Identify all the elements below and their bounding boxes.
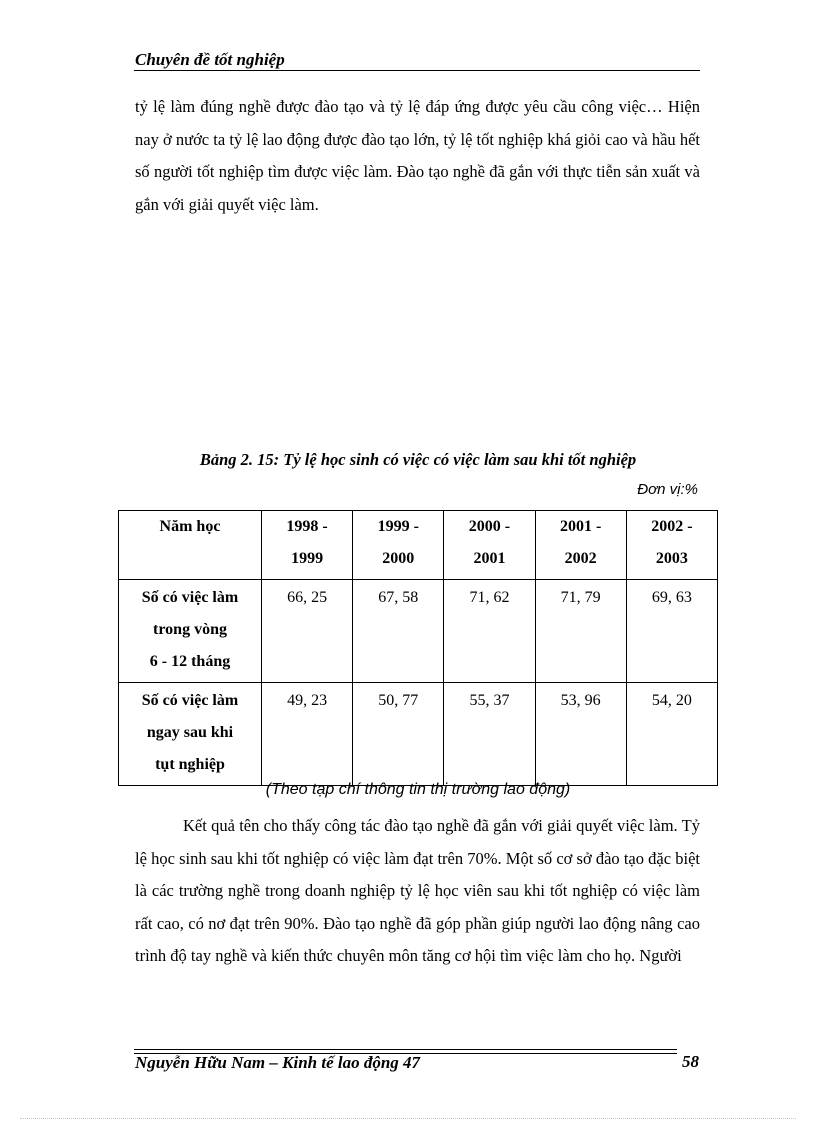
intro-paragraph: tỷ lệ làm đúng nghề được đào tạo và tỷ lệ đáp ứng được yêu cầu công việc… Hiện nay ở nước ta tỷ lệ lao động được đào tạo lớn, tỷ lệ tốt nghiệp khá giỏi cao và hầu hết số người tốt nghiệp tìm được việc làm. Đào tạo nghề đã gắn với thực tiễn sản xuất và gắn với giải quyết việc làm.	[135, 97, 700, 214]
closing-paragraph: Kết quả tên cho thấy công tác đào tạo nghề đã gắn với giải quyết việc làm. Tỷ lệ học sinh sau khi tốt nghiệp có việc làm đạt trên 70%. Một số cơ sở đào tạo đặc biệt là các trường nghề trong doanh nghiệp tỷ lệ học viên sau khi tốt nghiệp có việc làm rất cao, có nơ đạt trên 90%. Đào tạo nghề đã góp phần giúp người lao động nâng cao trình độ tay nghề và kiến thức chuyên môn tăng cơ hội tìm việc làm cho họ. Người	[135, 816, 700, 966]
table-header-row	[119, 511, 718, 580]
table-cell: 69, 63	[626, 580, 717, 683]
table-source-note: (Theo tạp chí thông tin thị trường lao động)	[265, 781, 571, 798]
unit-label: Đơn vị:%	[637, 481, 698, 498]
table-cell: 71, 79	[535, 580, 626, 683]
header-rule	[134, 70, 700, 71]
page-number: 58	[682, 1052, 699, 1071]
row-label: Số có việc làm trong vòng 6 - 12 tháng	[119, 580, 262, 683]
table-row	[119, 580, 718, 683]
table-cell: 53, 96	[535, 683, 626, 786]
header-title: Chuyên đề tốt nghiệp	[135, 50, 285, 69]
header-cell-year: 1999 - 2000	[353, 511, 444, 580]
table-cell: 67, 58	[353, 580, 444, 683]
table-cell: 71, 62	[444, 580, 535, 683]
table-cell: 54, 20	[626, 683, 717, 786]
table-row	[119, 683, 718, 786]
row-label: Số có việc làm ngay sau khi tụt nghiệp	[119, 683, 262, 786]
table-cell: 66, 25	[262, 580, 353, 683]
table-cell: 50, 77	[353, 683, 444, 786]
table-cell: 49, 23	[262, 683, 353, 786]
table-caption: Bảng 2. 15: Tỷ lệ học sinh có việc có việc làm sau khi tốt nghiệp	[199, 450, 637, 469]
footer-author: Nguyễn Hữu Nam – Kinh tế lao động 47	[135, 1053, 421, 1072]
header-cell-year: 1998 - 1999	[262, 511, 353, 580]
employment-rate-table	[118, 510, 718, 786]
table-cell: 55, 37	[444, 683, 535, 786]
header-cell-year: 2000 - 2001	[444, 511, 535, 580]
page-edge-divider	[20, 1118, 796, 1119]
header-cell-year: 2001 - 2002	[535, 511, 626, 580]
header-cell-year: 2002 - 2003	[626, 511, 717, 580]
header-cell-school-year: Năm học	[119, 511, 262, 580]
